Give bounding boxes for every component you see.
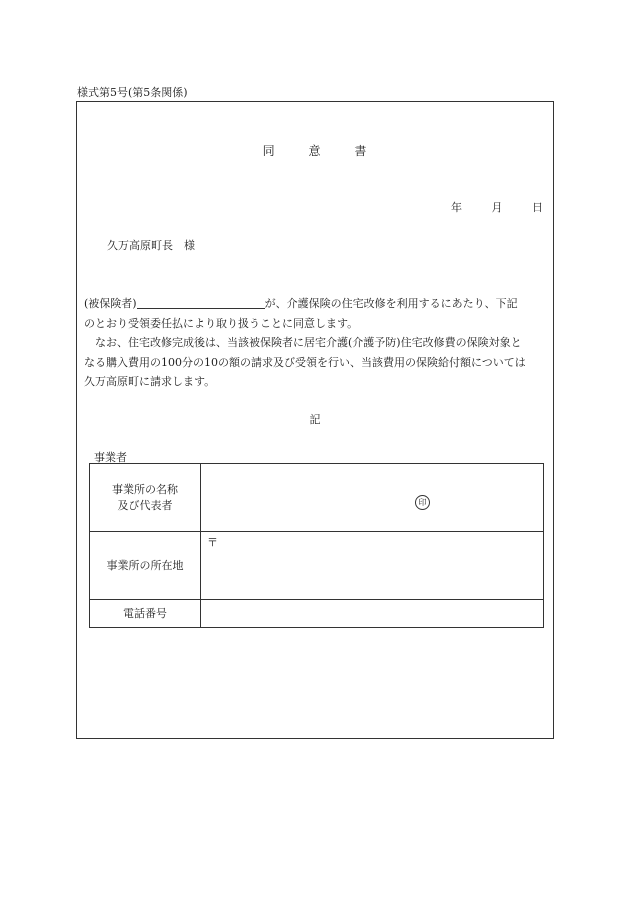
seal-icon: 印 (415, 495, 430, 510)
paragraph-1-text: が、介護保険の住宅改修を利用するにあたり、下記 (264, 297, 518, 310)
document-title (77, 142, 553, 159)
phone-label: 電話番号 (90, 600, 201, 628)
paragraph-2-line-2: なる購入費用の100分の10の額の請求及び受領を行い、当該費用の保険給付額については (84, 355, 526, 369)
date-month-label: 月 (491, 201, 503, 214)
insured-name-blank[interactable] (137, 296, 265, 309)
paragraph-1-line-1 (84, 294, 546, 314)
provider-address-label: 事業所の所在地 (90, 532, 201, 600)
form-number-label: 様式第5号(第5条関係) (77, 86, 188, 99)
provider-caption: 事業者 (94, 451, 127, 464)
provider-table (89, 463, 544, 628)
provider-name-label: 事業所の名称 及び代表者 (90, 464, 201, 532)
table-row (90, 464, 544, 532)
table-row (90, 532, 544, 600)
consent-body (84, 294, 546, 392)
ki-heading: 記 (309, 413, 321, 426)
paragraph-2-line-3: 久万高原町に請求します。 (84, 375, 216, 388)
title-char: 同 (262, 144, 276, 158)
paragraph-1-line-2: のとおり受領委任払により取り扱うことに同意します。 (84, 316, 359, 330)
insured-prefix: (被保険者) (84, 297, 137, 310)
title-char: 書 (354, 144, 368, 158)
provider-address-field[interactable] (201, 532, 544, 600)
date-line (425, 199, 543, 215)
title-char: 意 (308, 144, 322, 158)
phone-field[interactable] (201, 600, 544, 628)
consent-form-frame (76, 101, 554, 739)
postal-mark-icon: 〒 (207, 536, 218, 549)
addressee: 久万高原町長 様 (107, 239, 195, 252)
provider-name-field[interactable] (201, 464, 544, 532)
date-year-label: 年 (451, 201, 462, 214)
date-day-label: 日 (532, 201, 543, 214)
table-row (90, 600, 544, 628)
paragraph-2-line-1: なお、住宅改修完成後は、当該被保険者に居宅介護(介護予防)住宅改修費の保険対象と (95, 336, 522, 349)
